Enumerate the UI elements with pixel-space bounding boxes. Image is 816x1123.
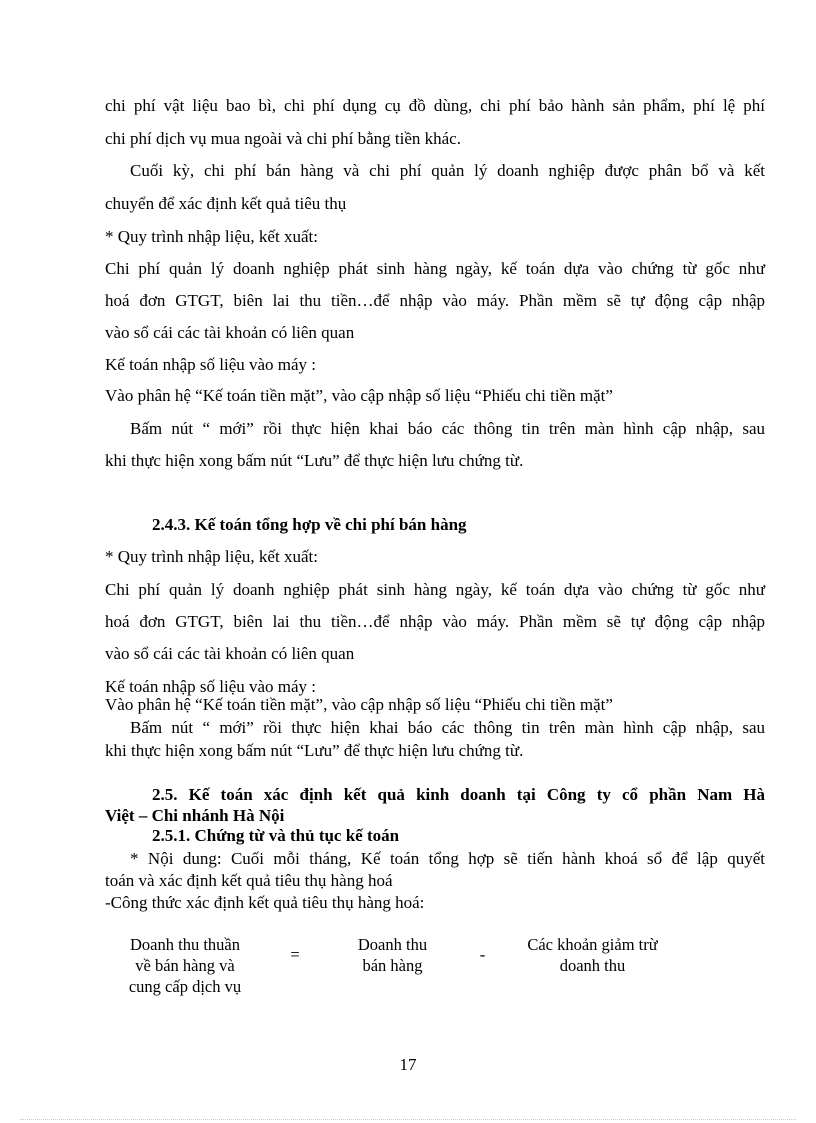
paragraph-line: Bấm nút “ mới” rồi thực hiện khai báo các thông tin trên màn hình cập nhập, sau <box>130 419 765 438</box>
paragraph-line: chi phí vật liệu bao bì, chi phí dụng cụ đồ dùng, chi phí bảo hành sản phẩm, phí lệ phí <box>105 96 765 115</box>
paragraph-line: khi thực hiện xong bấm nút “Lưu” để thực hiện lưu chứng từ. <box>105 741 524 760</box>
paragraph-line: Chi phí quản lý doanh nghiệp phát sinh hàng ngày, kế toán dựa vào chứng từ gốc như <box>105 580 765 599</box>
section-heading-2-5-cont: Việt – Chi nhánh Hà Nội <box>105 806 285 825</box>
formula-left-term: Doanh thu thuần về bán hàng và cung cấp dịch vụ <box>128 935 242 996</box>
formula-right-term: Các khoản giảm trừ doanh thu <box>527 935 658 975</box>
paragraph-line: Bấm nút “ mới” rồi thực hiện khai báo các thông tin trên màn hình cập nhập, sau <box>130 718 765 737</box>
paragraph-line: Cuối kỳ, chi phí bán hàng và chi phí quản lý doanh nghiệp được phân bổ và kết <box>130 161 765 180</box>
section-heading-2-5: 2.5. Kế toán xác định kết quả kinh doanh tại Công ty cổ phần Nam Hà <box>152 785 765 804</box>
paragraph-line: vào sổ cái các tài khoản có liên quan <box>105 323 355 342</box>
paragraph-line: * Nội dung: Cuối mỗi tháng, Kế toán tổng hợp sẽ tiến hành khoá sổ để lập quyết <box>130 849 765 868</box>
section-heading-2-4-3: 2.4.3. Kế toán tổng hợp về chi phí bán hàng <box>152 515 467 534</box>
paragraph-line: hoá đơn GTGT, biên lai thu tiền…để nhập vào máy. Phần mềm sẽ tự động cập nhập <box>105 291 765 310</box>
page-bottom-divider <box>20 1119 796 1120</box>
paragraph-line: Chi phí quản lý doanh nghiệp phát sinh hàng ngày, kế toán dựa vào chứng từ gốc như <box>105 259 765 278</box>
formula-equals-sign: = <box>290 945 300 964</box>
formula-minus-sign: - <box>479 945 486 964</box>
page-number: 17 <box>399 1055 417 1074</box>
paragraph-line: Vào phân hệ “Kế toán tiền mặt”, vào cập nhập số liệu “Phiếu chi tiền mặt” <box>105 695 613 714</box>
paragraph-line: toán và xác định kết quả tiêu thụ hàng hoá <box>105 871 393 890</box>
paragraph-line: -Công thức xác định kết quả tiêu thụ hàng hoá: <box>105 893 425 912</box>
paragraph-line: hoá đơn GTGT, biên lai thu tiền…để nhập vào máy. Phần mềm sẽ tự động cập nhập <box>105 612 765 631</box>
paragraph-line: vào sổ cái các tài khoản có liên quan <box>105 644 355 663</box>
paragraph-line: * Quy trình nhập liệu, kết xuất: <box>105 547 318 566</box>
formula-middle-term: Doanh thu bán hàng <box>357 935 428 975</box>
paragraph-line: khi thực hiện xong bấm nút “Lưu” để thực hiện lưu chứng từ. <box>105 451 524 470</box>
paragraph-line: Vào phân hệ “Kế toán tiền mặt”, vào cập nhập số liệu “Phiếu chi tiền mặt” <box>105 386 613 405</box>
paragraph-line: * Quy trình nhập liệu, kết xuất: <box>105 227 318 246</box>
section-heading-2-5-1: 2.5.1. Chứng từ và thủ tục kế toán <box>152 826 400 845</box>
paragraph-line: Kế toán nhập số liệu vào máy : <box>105 677 317 696</box>
paragraph-line: Kế toán nhập số liệu vào máy : <box>105 355 317 374</box>
paragraph-line: chuyển để xác định kết quả tiêu thụ <box>105 194 347 213</box>
paragraph-line: chi phí dịch vụ mua ngoài và chi phí bằng tiền khác. <box>105 129 461 148</box>
